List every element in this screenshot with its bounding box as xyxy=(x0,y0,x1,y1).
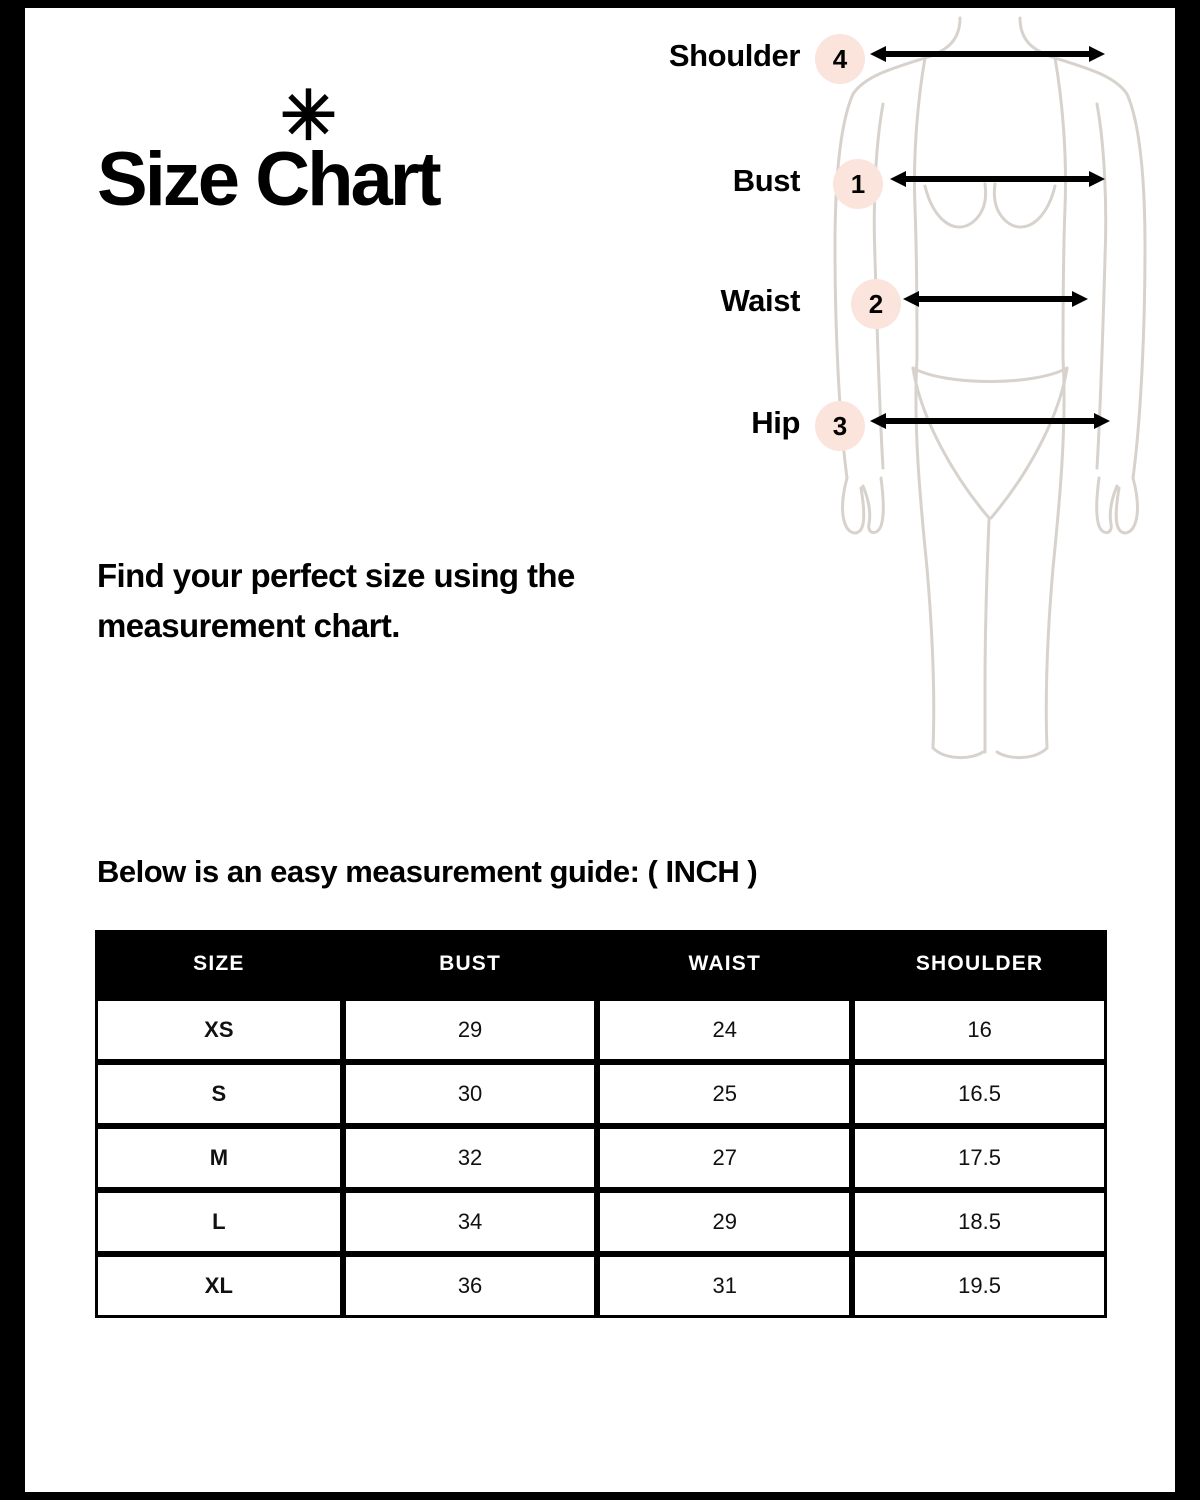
measurement-table xyxy=(95,930,1107,1318)
arrow-bust xyxy=(890,168,1105,190)
badge-shoulder: 4 xyxy=(815,34,865,84)
cell-waist: 31 xyxy=(597,1254,852,1318)
cell-bust: 34 xyxy=(343,1190,598,1254)
column-header-waist: WAIST xyxy=(597,930,852,998)
label-bust: Bust xyxy=(732,163,800,198)
cell-size: L xyxy=(95,1190,343,1254)
asterisk-icon: ✳ xyxy=(280,78,335,154)
column-header-size: SIZE xyxy=(95,930,343,998)
arrow-shoulder xyxy=(870,43,1105,65)
column-header-bust: BUST xyxy=(343,930,598,998)
cell-size: XL xyxy=(95,1254,343,1318)
cell-waist: 27 xyxy=(597,1126,852,1190)
subtitle-text: Find your perfect size using the measurement chart. xyxy=(97,557,575,644)
label-hip: Hip xyxy=(751,405,800,440)
page-title: Size Chart xyxy=(97,137,439,222)
table-row xyxy=(95,1126,1107,1190)
label-waist: Waist xyxy=(720,283,800,318)
column-header-shoulder: SHOULDER xyxy=(852,930,1107,998)
cell-shoulder: 16.5 xyxy=(852,1062,1107,1126)
table-row xyxy=(95,1190,1107,1254)
badge-bust: 1 xyxy=(833,159,883,209)
cell-shoulder: 19.5 xyxy=(852,1254,1107,1318)
cell-waist: 24 xyxy=(597,998,852,1062)
cell-bust: 32 xyxy=(343,1126,598,1190)
cell-shoulder: 17.5 xyxy=(852,1126,1107,1190)
guide-heading: Below is an easy measurement guide: ( INCH ) xyxy=(97,854,758,889)
cell-waist: 29 xyxy=(597,1190,852,1254)
table-header-row xyxy=(95,930,1107,998)
cell-bust: 36 xyxy=(343,1254,598,1318)
label-shoulder: Shoulder xyxy=(668,38,800,73)
cell-bust: 29 xyxy=(343,998,598,1062)
arrow-hip xyxy=(870,410,1110,432)
cell-bust: 30 xyxy=(343,1062,598,1126)
table-row xyxy=(95,1254,1107,1318)
cell-shoulder: 18.5 xyxy=(852,1190,1107,1254)
badge-hip: 3 xyxy=(815,401,865,451)
badge-waist: 2 xyxy=(851,279,901,329)
table-row xyxy=(95,998,1107,1062)
cell-waist: 25 xyxy=(597,1062,852,1126)
size-chart-page xyxy=(25,8,1175,1492)
cell-shoulder: 16 xyxy=(852,998,1107,1062)
cell-size: S xyxy=(95,1062,343,1126)
arrow-waist xyxy=(903,288,1088,310)
cell-size: XS xyxy=(95,998,343,1062)
cell-size: M xyxy=(95,1126,343,1190)
body-figure xyxy=(625,8,1175,778)
table-row xyxy=(95,1062,1107,1126)
